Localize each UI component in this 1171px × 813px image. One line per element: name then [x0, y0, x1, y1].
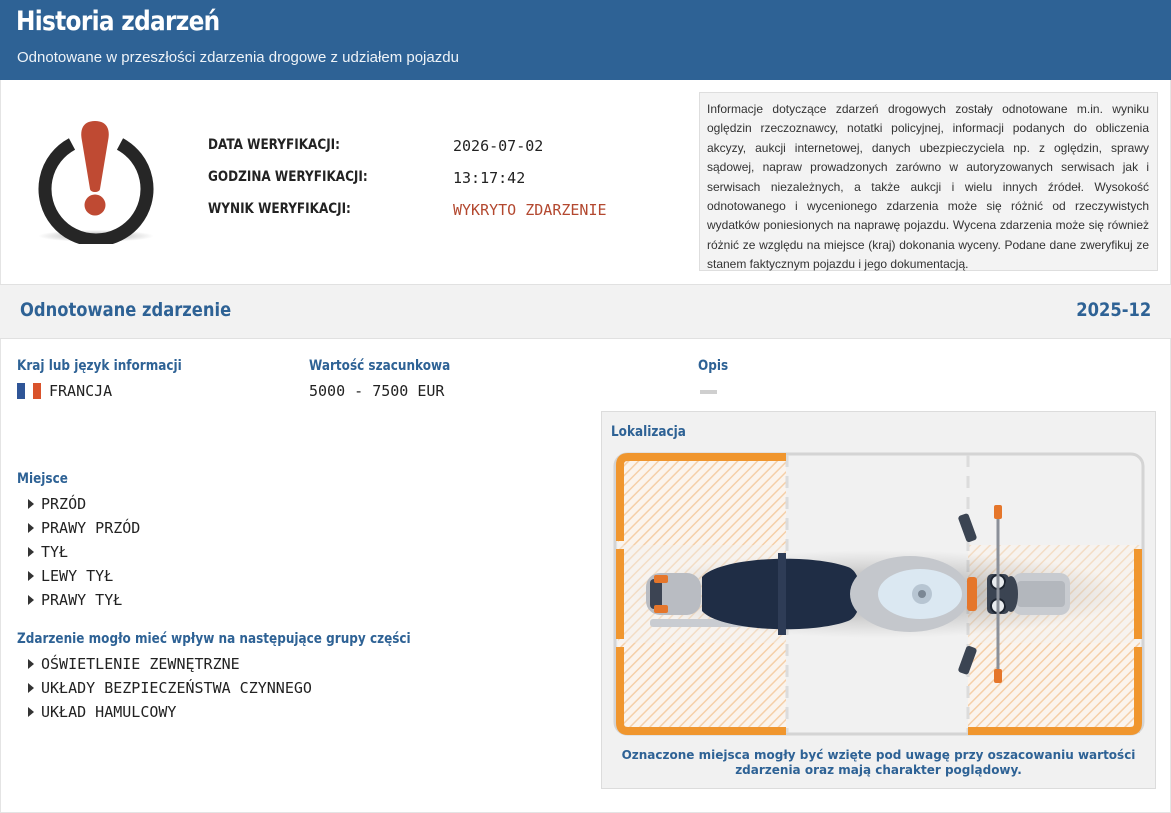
verification-time-value: 13:17:42 [453, 169, 526, 187]
description-empty [700, 390, 717, 394]
list-item: UKŁADY BEZPIECZEŃSTWA CZYNNEGO [17, 678, 312, 702]
location-title: Lokalizacja [611, 424, 686, 440]
place-list [17, 494, 140, 614]
country-label: Kraj lub język informacji [17, 358, 182, 374]
verification-time-label: GODZINA WERYFIKACJI: [208, 169, 368, 185]
list-item: PRAWY TYŁ [17, 590, 140, 614]
zone-rear-left [618, 455, 786, 545]
country-value: FRANCJA [49, 382, 113, 400]
list-item: PRAWY PRZÓD [17, 518, 140, 542]
verification-date-value: 2026-07-02 [453, 137, 544, 155]
location-note: Oznaczone miejsca mogły być wzięte pod uwagę przy oszacowaniu wartości zdarzenia oraz mają charakter poglądowy. [621, 748, 1136, 777]
zone-front-right [968, 643, 1140, 733]
list-item: PRZÓD [17, 494, 140, 518]
location-panel [601, 411, 1156, 789]
exclamation-alert-icon [34, 114, 160, 244]
list-item: OŚWIETLENIE ZEWNĘTRZNE [17, 654, 312, 678]
list-item: TYŁ [17, 542, 140, 566]
estimated-value: 5000 - 7500 EUR [309, 382, 445, 400]
estimated-value-label: Wartość szacunkowa [309, 358, 451, 374]
parts-list [17, 654, 312, 726]
info-note: Informacje dotyczące zdarzeń drogowych zostały odnotowane m.in. wyniku oględzin rzeczoznawcy, notatki policyjnej, informacji podanych do obliczenia akcyzy, aukcji internetowej, danych ubezpieczyciela np. z oględzin, sprawy sądowej, napraw prowadzonych zarówno w autoryzowanych serwisach jak i serwisach niezależnych, a także aukcji i wielu innych źródeł. Wysokość odnotowanego i wycenionego zdarzenia może się różnić od rzeczywistych wydatków poniesionych na naprawę pojazdu. Wycena zdarzenia może się również różnić ze względu na miejsce (kraj) dokonania wyceny. Podane dane zweryfikuj ze stanem faktycznym pojazdu i jego dokumentacją. [699, 92, 1158, 271]
verification-date-label: DATA WERYFIKACJI: [208, 137, 340, 153]
page-header [0, 0, 1171, 80]
list-item: LEWY TYŁ [17, 566, 140, 590]
place-label: Miejsce [17, 471, 68, 487]
event-date: 2025-12 [1075, 299, 1151, 321]
page-subtitle: Odnotowane w przeszłości zdarzenia drogowe z udziałem pojazdu [17, 49, 459, 66]
description-label: Opis [698, 358, 729, 374]
page-title: Historia zdarzeń [16, 6, 220, 37]
event-title: Odnotowane zdarzenie [20, 299, 232, 321]
list-item: UKŁAD HAMULCOWY [17, 702, 312, 726]
panel-border-left [0, 339, 1, 813]
parts-label: Zdarzenie mogło mieć wpływ na następujące grupy części [17, 631, 411, 647]
zone-rear-right [618, 643, 786, 733]
france-flag-icon [17, 383, 41, 399]
verification-result-label: WYNIK WERYFIKACJI: [208, 201, 351, 217]
damage-zone-diagram [610, 449, 1148, 739]
event-header [0, 284, 1171, 339]
verification-result-value: WYKRYTO ZDARZENIE [453, 201, 607, 219]
